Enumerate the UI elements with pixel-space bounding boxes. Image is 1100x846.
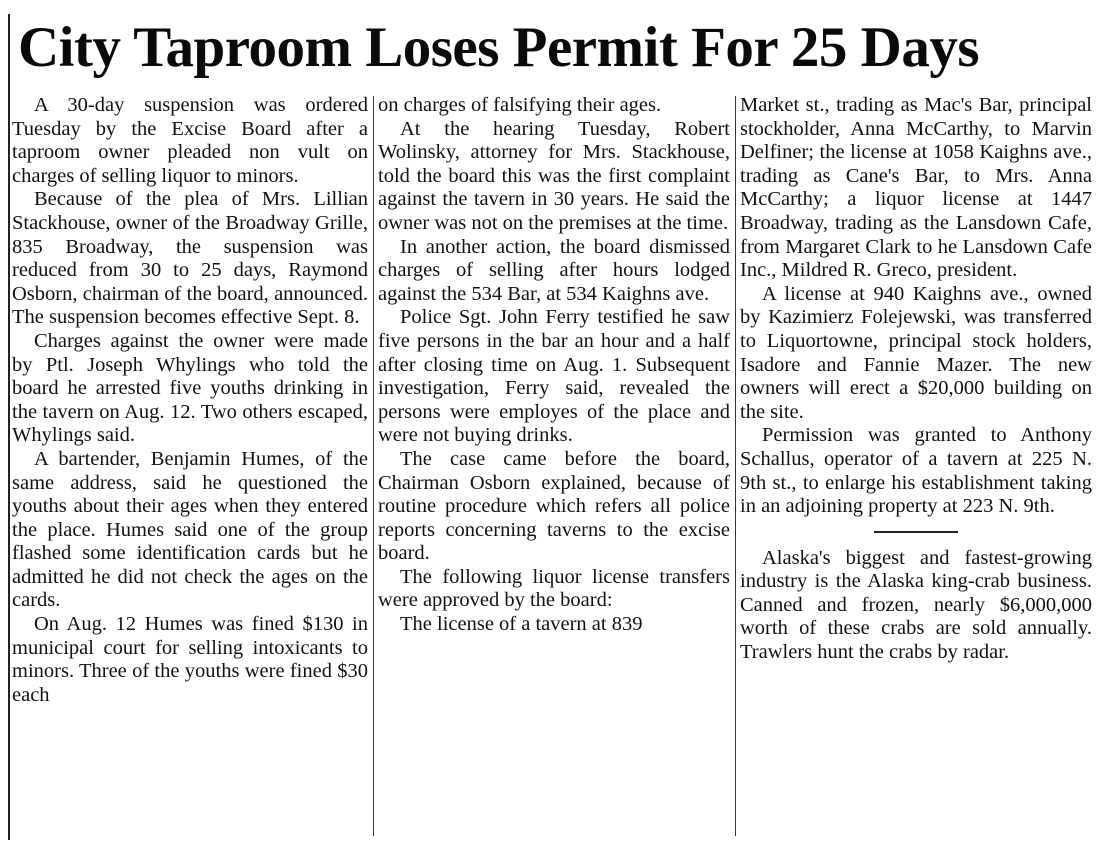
continued-text: Market st., trading as Mac's Bar, principal stockholder, Anna McCarthy, to Marvin Delfiner; the license at 1058 Kaighns ave., trading as Cane's Bar, to Mrs. Anna McCarthy; a liquor license at 1447 Broadway, trading as the Lansdown Cafe, from Margaret Clark to he Lansdown Cafe Inc., Mildred R. Greco, president.	[740, 94, 1092, 282]
article-column-2	[378, 94, 730, 840]
paragraph: A license at 940 Kaighns ave., owned by Kazimierz Folejewski, was transferred to Liquortowne, principal stock holders, Isadore and Fannie Mazer. The new owners will erect a $20,000 building on the site.	[740, 282, 1092, 423]
paragraph: On Aug. 12 Humes was fined $130 in municipal court for selling intoxicants to minors. Three of the youths were fined $30 each	[12, 613, 368, 706]
paragraph: In another action, the board dismissed charges of selling after hours lodged against the 534 Bar, at 534 Kaighns ave.	[378, 235, 730, 305]
paragraph: The case came before the board, Chairman Osborn explained, because of routine procedure which refers all police reports concerning taverns to the excise board.	[378, 447, 730, 565]
paragraph: At the hearing Tuesday, Robert Wolinsky, attorney for Mrs. Stackhouse, told the board this was the first complaint against the tavern in 30 years. He said the owner was not on the premises at the time.	[378, 117, 730, 234]
column-divider	[735, 96, 736, 836]
section-separator	[874, 531, 958, 533]
continued-text: on charges of falsifying their ages.	[378, 94, 662, 116]
paragraph: Because of the plea of Mrs. Lillian Stackhouse, owner of the Broadway Grille, 835 Broadway, the suspension was reduced from 30 to 25 days, Raymond Osborn, chairman of the board, announced. The suspension becomes effective Sept. 8.	[12, 188, 368, 329]
paragraph: A bartender, Benjamin Humes, of the same address, said he questioned the youths about their ages when they entered the place. Humes said one of the group flashed some identification cards but he admitted he did not check the ages on the cards.	[12, 447, 368, 612]
paragraph: Police Sgt. John Ferry testified he saw five persons in the bar an hour and a half after closing time on Aug. 1. Subsequent investigation, Ferry said, revealed the persons were employes of the place and were not buying drinks.	[378, 306, 730, 447]
paragraph: Charges against the owner were made by Ptl. Joseph Whylings who told the board he arrested five youths drinking in the tavern on Aug. 12. Two others escaped, Whylings said.	[12, 329, 368, 447]
paragraph: A 30-day suspension was ordered Tuesday by the Excise Board after a taproom owner pleaded non vult on charges of selling liquor to minors.	[12, 94, 368, 187]
headline: City Taproom Loses Permit For 25 Days	[18, 16, 980, 79]
paragraph: Permission was granted to Anthony Schallus, operator of a tavern at 225 N. 9th st., to enlarge his establishment taking in an adjoining property at 223 N. 9th.	[740, 424, 1092, 518]
paragraph: The following liquor license transfers were approved by the board:	[378, 565, 730, 612]
column-divider	[373, 96, 374, 836]
article-column-1	[12, 94, 368, 840]
article-column-3	[740, 94, 1092, 840]
paragraph: The license of a tavern at 839	[400, 613, 643, 636]
filler-paragraph: Alaska's biggest and fastest-growing industry is the Alaska king-crab business. Canned and frozen, nearly $6,000,000 worth of these crabs are sold annually. Trawlers hunt the crabs by radar.	[740, 546, 1092, 664]
clipping-edge-rule	[8, 14, 10, 840]
